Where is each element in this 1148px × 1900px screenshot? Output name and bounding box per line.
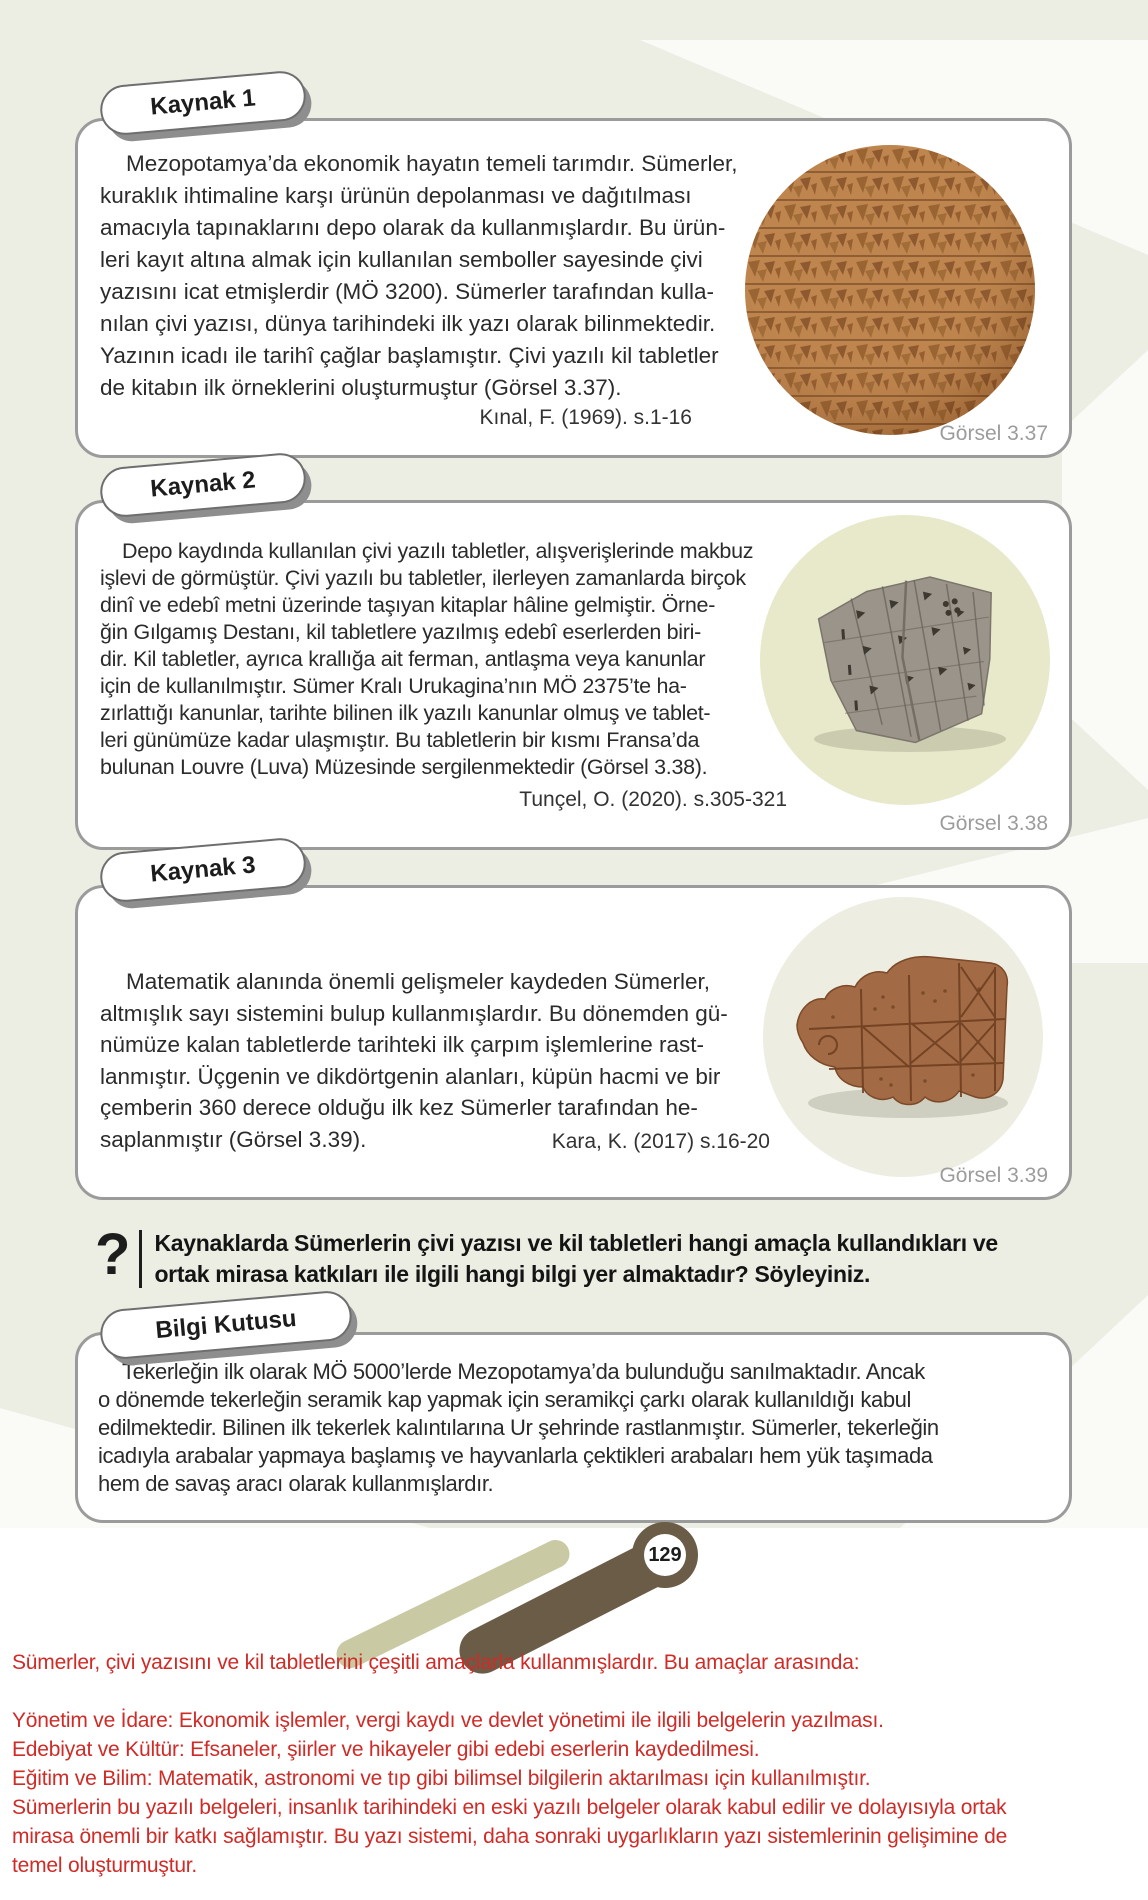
gorsel-3-39-image [763, 897, 1043, 1177]
discussion-question [95, 1222, 1105, 1290]
source-3-text: Matematik alanında önemli gelişmeler kaydeden Sümerler, altmışlık sayı sistemini bulup kullanmışlardır. Bu dönemden gü- nümüze kalan tabletlerde tarihteki ilk çarpım işlemlerine rast- lanmıştır. Üçgenin ve dikdörtgenin alanları, küpün hacmi ve bir çemberin 360 derece olduğu ilk kez Sümerler tarafından he- saplanmıştır (Görsel 3.39). [100, 969, 728, 1152]
gorsel-3-38-image [760, 515, 1050, 805]
gorsel-3-37-caption: Görsel 3.37 [939, 422, 1048, 445]
source-tab-3: Kaynak 3 [98, 836, 308, 904]
gorsel-3-37-image [745, 145, 1035, 435]
source-2-citation: Tunçel, O. (2020). s.305-321 [519, 788, 787, 811]
source-tab-2: Kaynak 2 [98, 451, 308, 519]
source-1-text: Mezopotamya’da ekonomik hayatın temeli tarımdır. Sümerler, kuraklık ihtimaline karşı ürünün depolanması ve dağıtılması amacıyla tapınaklarını depo olarak da kullanmışlardır. Bu ürün- leri kayıt altına almak için kullanılan semboller sayesinde çivi yazısını icat etmişlerdir (MÖ 3200). Sümerler tarafından kulla- nılan çivi yazısı, dünya tarihindeki ilk yazı olarak bilinmektedir. Yazının icadı ile tarihî çağlar başlamıştır. Çivi yazılı kil tabletler de kitabın ilk örneklerini oluşturmuştur (Görsel 3.37). [100, 151, 738, 400]
answer-note-text: Sümerler, çivi yazısını ve kil tabletlerini çeşitli amaçlarla kullanmışlardır. Bu amaçlar arasında: Yönetim ve İdare: Ekonomik işlemler, vergi kaydı ve devlet yönetimi ile ilgili belgelerin yazılması. Edebiyat ve Kültür: Efsaneler, şiirler ve hikayeler gibi edebi eserlerin kaydedilmesi. Eğitim ve Bilim: Matematik, astronomi ve tıp gibi bilimsel bilgilerin aktarılması için kullanılmıştır. Sümerlerin bu yazılı belgeleri, insanlık tarihindeki en eski yazılı belgeler olarak kabul edilir ve dolayısıyla ortak mirasa önemli bir katkı sağlamıştır. Bu yazı sistemi, daha sonraki uygarlıkların yazı sistemlerinin gelişimine de temel oluşturmuştur. [12, 1651, 1008, 1877]
page-number-badge: 129 [644, 1534, 686, 1576]
question-divider [139, 1230, 142, 1288]
source-3-citation: Kara, K. (2017) s.16-20 [551, 1130, 770, 1153]
gorsel-3-38-caption: Görsel 3.38 [939, 812, 1048, 835]
question-mark-icon: ? [95, 1222, 131, 1287]
info-box-tab: Bilgi Kutusu [98, 1289, 353, 1361]
gorsel-3-39-caption: Görsel 3.39 [939, 1164, 1048, 1187]
question-text: Kaynaklarda Sümerlerin çivi yazısı ve kil tabletleri hangi amaçla kullandıkları ve ortak mirasa katkıları ile ilgili hangi bilgi yer almaktadır? Söyleyiniz. [154, 1230, 998, 1287]
source-2-text: Depo kaydında kullanılan çivi yazılı tabletler, alışverişlerinde makbuz işlevi de görmüştür. Çivi yazılı bu tabletler, ilerleyen zamanlarda birçok dinî ve edebî metni üzerinde taşıyan kitaplar hâline gelmiştir. Örne- ğin Gılgamış Destanı, kil tabletlere yazılmış edebî eserlerden biri- dir. Kil tabletler, ayrıca krallığa ait ferman, antlaşma veya kanunlar için de kullanılmıştır. Sümer Kralı Urukagina’nın MÖ 2375’te ha- zırlattığı kanunlar, tarihte bilinen ilk yazılı kanunlar olmuş ve tablet- leri günümüze kadar ulaşmıştır. Bu tabletlerin bir kısmı Fransa’da bulunan Louvre (Luva) Müzesinde sergilenmektedir (Görsel 3.38). [100, 539, 754, 779]
info-box-text: Tekerleğin ilk olarak MÖ 5000’lerde Mezopotamya’da bulunduğu sanılmaktadır. Ancak o dönemde tekerleğin seramik kap yapmak için seramikçi çarkı olarak kullanıldığı kabul edilmektedir. Bilinen ilk tekerlek kalıntılarına Ur şehrinde rastlanmıştır. Sümerler, tekerleğin icadıyla arabalar yapmaya başlamış ve hayvanlarla çektikleri arabaları hem yük taşımada hem de savaş aracı olarak kullanmışlardır. [98, 1359, 939, 1496]
source-1-citation: Kınal, F. (1969). s.1-16 [479, 406, 692, 429]
source-tab-1: Kaynak 1 [98, 69, 308, 137]
